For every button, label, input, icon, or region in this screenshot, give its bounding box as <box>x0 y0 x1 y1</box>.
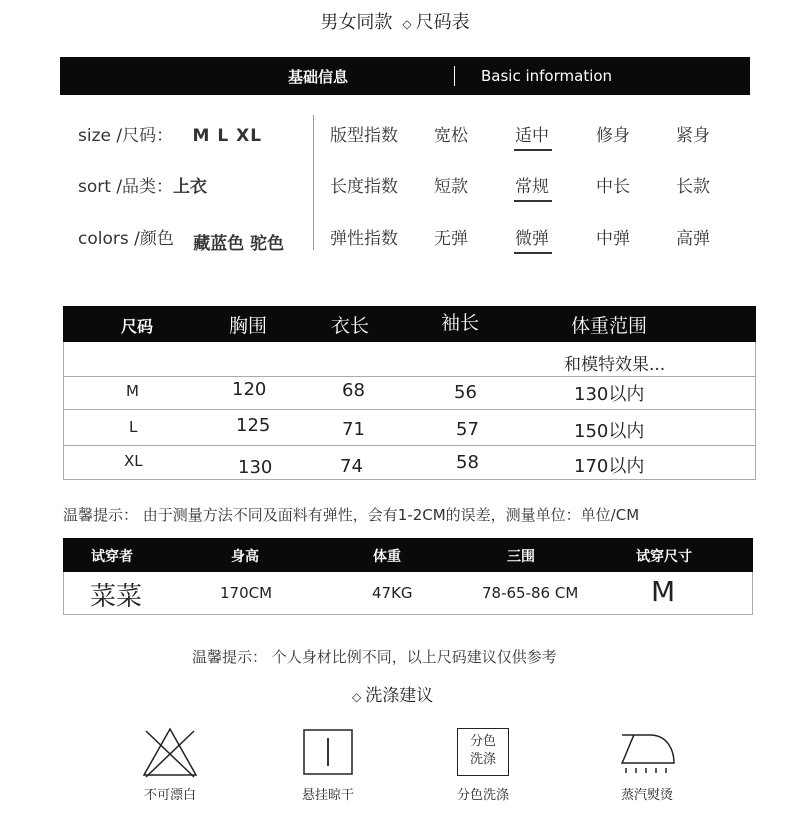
sort-info <box>78 172 207 197</box>
care-label: 分色洗涤 <box>456 788 509 803</box>
steam-iron-icon <box>616 723 680 783</box>
index-name: 长度指数 <box>330 177 398 197</box>
measurement-tip: 温馨提示： 由于测量方法不同及面料有弹性，会有1-2CM的误差，测量单位：单位/CM <box>63 506 640 524</box>
size-values: M L XL <box>192 126 263 146</box>
cell-chest: 130 <box>238 457 273 478</box>
size-info <box>78 121 262 146</box>
title-sub: 尺码表 <box>415 12 470 33</box>
icon-text: 分色 <box>469 734 496 749</box>
index-option: 适中 <box>515 126 549 146</box>
th-wearer: 试穿者 <box>91 549 133 565</box>
selected-underline <box>514 200 552 202</box>
th-sleeve: 袖长 <box>441 312 480 334</box>
selected-underline <box>514 149 552 151</box>
model-weight: 47KG <box>372 584 413 602</box>
cell-size: XL <box>124 452 143 470</box>
reference-tip: 温馨提示： 个人身材比例不同，以上尺码建议仅供参考 <box>192 648 557 666</box>
banner-cn: 基础信息 <box>288 68 349 86</box>
title-main: 男女同款 <box>320 12 393 33</box>
th-height: 身高 <box>231 549 259 565</box>
cell-length: 68 <box>342 380 365 401</box>
model-table-header <box>63 538 753 572</box>
cell-weight: 130以内 <box>574 384 645 405</box>
index-option: 微弹 <box>515 229 549 249</box>
size-table-note-row <box>63 342 756 377</box>
cell-sleeve: 58 <box>456 452 479 473</box>
selected-underline <box>514 252 552 254</box>
cell-chest: 120 <box>232 379 267 400</box>
cell-length: 74 <box>340 456 363 477</box>
banner-en: Basic information <box>481 67 613 85</box>
banner-divider <box>454 66 455 86</box>
diamond-icon: ◇ <box>402 17 412 31</box>
size-label: size /尺码： <box>78 126 174 146</box>
sort-value: 上衣 <box>173 177 208 197</box>
no-bleach-icon <box>140 725 200 780</box>
size-table-header <box>63 306 756 342</box>
cell-length: 71 <box>342 419 365 440</box>
colors-value: 藏蓝色 驼色 <box>193 234 285 254</box>
index-option: 宽松 <box>434 126 468 146</box>
model-measurements: 78-65-86 CM <box>482 584 579 602</box>
icon-text: 洗涤 <box>469 752 496 767</box>
care-label: 不可漂白 <box>143 788 196 803</box>
info-divider <box>313 115 314 250</box>
model-row <box>63 572 753 615</box>
care-title-text: 洗涤建议 <box>365 686 434 706</box>
table-note: 和模特效果... <box>564 355 666 375</box>
table-row <box>63 377 756 410</box>
model-name: 菜菜 <box>90 582 143 612</box>
colors-info <box>78 224 285 254</box>
th-size: 尺码 <box>121 317 154 336</box>
index-name: 弹性指数 <box>330 229 398 249</box>
th-fit-size: 试穿尺寸 <box>636 549 692 565</box>
index-option: 长款 <box>676 177 710 197</box>
index-option: 修身 <box>596 126 630 146</box>
cell-sleeve: 57 <box>456 419 479 440</box>
th-chest: 胸围 <box>229 315 268 337</box>
cell-size: L <box>129 418 138 436</box>
care-label: 蒸汽熨烫 <box>620 788 673 803</box>
index-option: 无弹 <box>434 229 468 249</box>
cell-sleeve: 56 <box>454 382 477 403</box>
care-label: 悬挂晾干 <box>301 788 354 803</box>
table-row <box>63 410 756 446</box>
care-title <box>352 681 433 706</box>
hang-dry-icon <box>302 728 354 776</box>
cell-chest: 125 <box>236 415 271 436</box>
index-option: 常规 <box>515 177 549 197</box>
model-height: 170CM <box>220 584 273 602</box>
basic-info-banner <box>60 57 750 95</box>
cell-weight: 150以内 <box>574 421 645 442</box>
th-model-weight: 体重 <box>373 549 401 565</box>
index-option: 中长 <box>596 177 630 197</box>
index-name: 版型指数 <box>330 126 398 146</box>
th-measurements: 三围 <box>507 549 535 565</box>
page-title <box>0 8 790 34</box>
th-weight: 体重范围 <box>571 315 648 337</box>
diamond-icon: ◇ <box>352 690 362 704</box>
index-option: 短款 <box>434 177 468 197</box>
colors-label: colors /颜色 <box>78 229 174 249</box>
index-option: 紧身 <box>676 126 710 146</box>
separate-wash-icon <box>457 728 509 776</box>
index-option: 高弹 <box>676 229 710 249</box>
table-row <box>63 446 756 480</box>
th-length: 衣长 <box>331 315 370 337</box>
cell-weight: 170以内 <box>574 456 645 477</box>
index-option: 中弹 <box>596 229 630 249</box>
cell-size: M <box>126 382 139 400</box>
sort-label: sort /品类： <box>78 177 174 197</box>
model-size: M <box>651 575 676 608</box>
